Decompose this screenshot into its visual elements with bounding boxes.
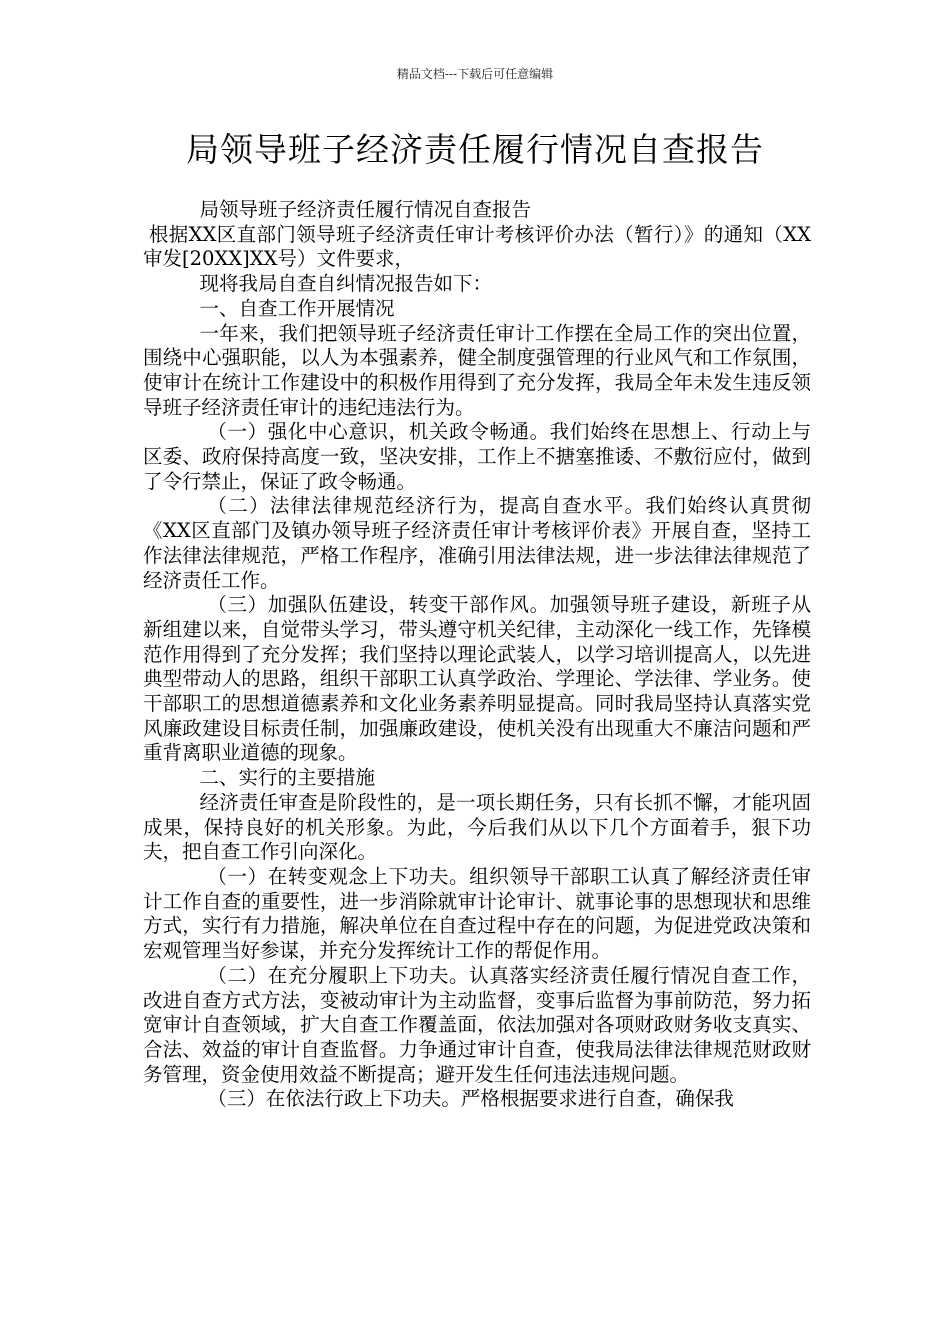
body-paragraph: （三）在依法行政上下功夫。严格根据要求进行自查，确保我 (207, 1087, 734, 1111)
intro-continuation-paragraph: 现将我局自查自纠情况报告如下： (199, 272, 493, 296)
section-heading-1: 一、自查工作开展情况 (199, 296, 395, 320)
body-paragraph: （一）在转变观念上下功夫。组织领导干部职工认真了解经济责任审计工作自查的重要性，进一步消除就审计论审计、就事论事的思想现状和思维方式，实行有力措施，解决单位在自查过程中存在的问题，为促进党政决策和宏观管理当好参谋，并充分发挥统计工作的帮促作用。 (143, 864, 811, 963)
body-paragraph: 一年来，我们把领导班子经济责任审计工作摆在全局工作的突出位置，围绕中心强职能，以人为本强素养，健全制度强管理的行业风气和工作氛围，使审计在统计工作建设中的积极作用得到了充分发挥，我局全年未发生违反领导班子经济责任审计的违纪违法行为。 (143, 321, 811, 419)
intro-paragraph: 根据XX区直部门领导班子经济责任审计考核评价办法（暂行）》的通知（XX审发[20XX]XX号）文件要求， (143, 222, 811, 271)
document-body (143, 198, 811, 1112)
body-paragraph: 经济责任审查是阶段性的，是一项长期任务，只有长抓不懈，才能巩固成果，保持良好的机关形象。为此，今后我们从以下几个方面着手，狠下功夫，把自查工作引向深化。 (143, 790, 811, 864)
body-paragraph: （一）强化中心意识，机关政令畅通。我们始终在思想上、行动上与区委、政府保持高度一致，坚决安排，工作上不搪塞推诿、不敷衍应付，做到了令行禁止，保证了政令畅通。 (143, 420, 811, 493)
body-paragraph: （二）在充分履职上下功夫。认真落实经济责任履行情况自查工作，改进自查方式方法，变被动审计为主动监督，变事后监督为事前防范，努力拓宽审计自查领域，扩大自查工作覆盖面，依法加强对各项财政财务收支真实、合法、效益的审计自查监督。力争通过审计自查，使我局法律法律规范财政财务管理，资金使用效益不断提高；避开发生任何违法违规问题。 (143, 963, 811, 1086)
body-paragraph: （三）加强队伍建设，转变干部作风。加强领导班子建设，新班子从新组建以来，自觉带头学习，带头遵守机关纪律，主动深化一线工作，先锋模范作用得到了充分发挥；我们坚持以理论武装人，以学习培训提高人，以先进典型带动人的思路，组织干部职工认真学政治、学理论、学法律、学业务。使干部职工的思想道德素养和文化业务素养明显提高。同时我局坚持认真落实党风廉政建设目标责任制，加强廉政建设，使机关没有出现重大不廉洁问题和严重背离职业道德的现象。 (143, 593, 811, 765)
subtitle-paragraph: 局领导班子经济责任履行情况自查报告 (199, 198, 532, 221)
body-paragraph: （二）法律法律规范经济行为，提高自查水平。我们始终认真贯彻《XX区直部门及镇办领导班子经济责任审计考核评价表》开展自查，坚持工作法律法律规范，严格工作程序，准确引用法律法规，进一步法律法律规范了经济责任工作。 (143, 494, 811, 592)
section-heading-2: 二、实行的主要措施 (199, 766, 376, 790)
document-title: 局领导班子经济责任履行情况自查报告 (186, 130, 764, 169)
page-header: 精品文档---下载后可任意编辑 (396, 67, 554, 81)
